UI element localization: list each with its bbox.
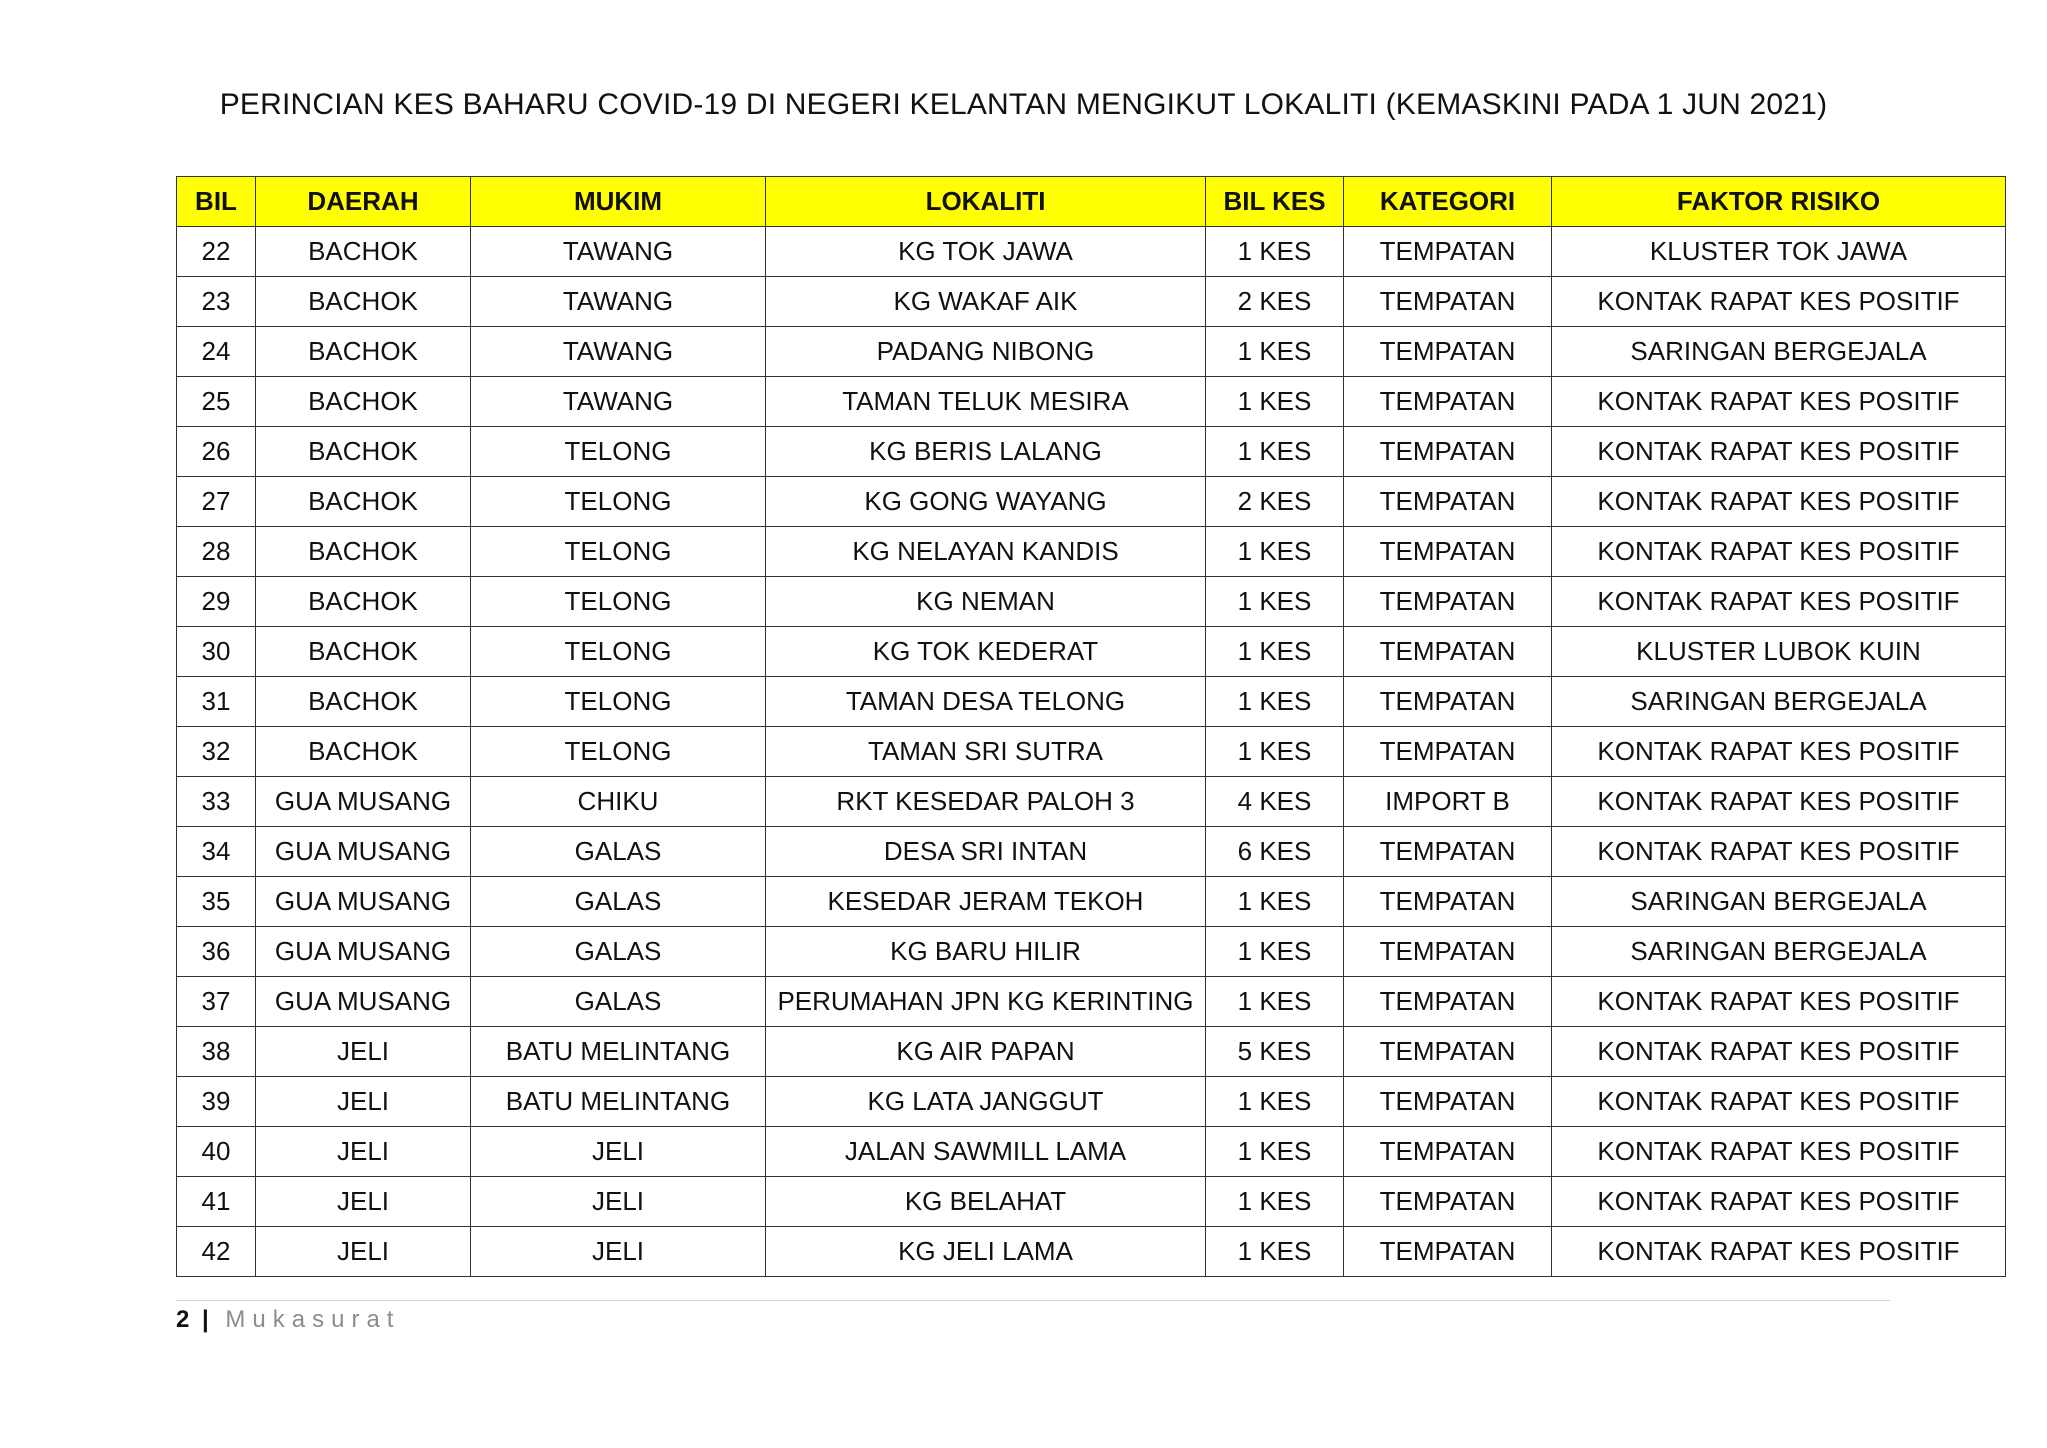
cell-kategori: TEMPATAN: [1344, 927, 1552, 977]
cell-bil: 24: [177, 327, 256, 377]
cell-faktor-risiko: SARINGAN BERGEJALA: [1552, 327, 2006, 377]
cell-lokaliti: KG LATA JANGGUT: [766, 1077, 1206, 1127]
cell-bil: 40: [177, 1127, 256, 1177]
cell-bil-kes: 1 KES: [1206, 977, 1344, 1027]
cell-faktor-risiko: KONTAK RAPAT KES POSITIF: [1552, 377, 2006, 427]
cell-bil-kes: 6 KES: [1206, 827, 1344, 877]
cell-bil: 31: [177, 677, 256, 727]
cell-bil: 27: [177, 477, 256, 527]
cell-mukim: TAWANG: [471, 377, 766, 427]
cell-mukim: TAWANG: [471, 277, 766, 327]
cell-mukim: JELI: [471, 1227, 766, 1277]
cell-daerah: GUA MUSANG: [256, 777, 471, 827]
page-footer: [176, 1306, 400, 1334]
cell-bil: 34: [177, 827, 256, 877]
cell-lokaliti: KG BELAHAT: [766, 1177, 1206, 1227]
table-row: [177, 927, 2006, 977]
cell-bil: 32: [177, 727, 256, 777]
cell-kategori: TEMPATAN: [1344, 477, 1552, 527]
cell-bil-kes: 4 KES: [1206, 777, 1344, 827]
cell-faktor-risiko: SARINGAN BERGEJALA: [1552, 927, 2006, 977]
cell-bil-kes: 1 KES: [1206, 1177, 1344, 1227]
cell-kategori: TEMPATAN: [1344, 527, 1552, 577]
cell-bil-kes: 1 KES: [1206, 677, 1344, 727]
cell-lokaliti: KG TOK JAWA: [766, 227, 1206, 277]
header-bil-kes: BIL KES: [1206, 177, 1344, 227]
cell-bil-kes: 1 KES: [1206, 327, 1344, 377]
cell-bil: 39: [177, 1077, 256, 1127]
cell-daerah: JELI: [256, 1227, 471, 1277]
cell-lokaliti: KG NEMAN: [766, 577, 1206, 627]
cell-bil: 25: [177, 377, 256, 427]
cell-bil: 33: [177, 777, 256, 827]
cell-bil-kes: 1 KES: [1206, 377, 1344, 427]
cell-bil: 26: [177, 427, 256, 477]
cell-mukim: TAWANG: [471, 327, 766, 377]
cell-mukim: TELONG: [471, 427, 766, 477]
cell-kategori: TEMPATAN: [1344, 327, 1552, 377]
cell-mukim: TAWANG: [471, 227, 766, 277]
cell-mukim: TELONG: [471, 677, 766, 727]
cell-faktor-risiko: KONTAK RAPAT KES POSITIF: [1552, 727, 2006, 777]
cell-bil: 37: [177, 977, 256, 1027]
cell-daerah: BACHOK: [256, 527, 471, 577]
cell-faktor-risiko: KLUSTER LUBOK KUIN: [1552, 627, 2006, 677]
cell-kategori: TEMPATAN: [1344, 827, 1552, 877]
cell-bil-kes: 1 KES: [1206, 1077, 1344, 1127]
cell-bil-kes: 1 KES: [1206, 1227, 1344, 1277]
cell-daerah: GUA MUSANG: [256, 977, 471, 1027]
cell-bil-kes: 1 KES: [1206, 227, 1344, 277]
table-row: [177, 227, 2006, 277]
cell-faktor-risiko: KONTAK RAPAT KES POSITIF: [1552, 577, 2006, 627]
cell-faktor-risiko: KONTAK RAPAT KES POSITIF: [1552, 527, 2006, 577]
table-row: [177, 277, 2006, 327]
cell-bil-kes: 2 KES: [1206, 477, 1344, 527]
cell-daerah: GUA MUSANG: [256, 827, 471, 877]
cell-kategori: TEMPATAN: [1344, 1177, 1552, 1227]
header-row: [177, 177, 2006, 227]
cell-lokaliti: KG TOK KEDERAT: [766, 627, 1206, 677]
table-row: [177, 327, 2006, 377]
footer-label: Mukasurat: [225, 1306, 401, 1333]
cell-bil: 30: [177, 627, 256, 677]
cell-lokaliti: KG GONG WAYANG: [766, 477, 1206, 527]
cell-daerah: BACHOK: [256, 327, 471, 377]
table-row: [177, 977, 2006, 1027]
cell-lokaliti: JALAN SAWMILL LAMA: [766, 1127, 1206, 1177]
header-lokaliti: LOKALITI: [766, 177, 1206, 227]
table-row: [177, 527, 2006, 577]
cell-mukim: TELONG: [471, 577, 766, 627]
cell-bil: 23: [177, 277, 256, 327]
cell-lokaliti: RKT KESEDAR PALOH 3: [766, 777, 1206, 827]
table-row: [177, 377, 2006, 427]
cell-bil-kes: 1 KES: [1206, 627, 1344, 677]
cell-kategori: TEMPATAN: [1344, 277, 1552, 327]
cell-kategori: TEMPATAN: [1344, 1027, 1552, 1077]
cell-faktor-risiko: KONTAK RAPAT KES POSITIF: [1552, 1077, 2006, 1127]
cell-lokaliti: KG WAKAF AIK: [766, 277, 1206, 327]
cell-bil-kes: 1 KES: [1206, 427, 1344, 477]
cell-kategori: TEMPATAN: [1344, 627, 1552, 677]
table-row: [177, 877, 2006, 927]
footer-divider: [176, 1300, 1890, 1301]
cell-faktor-risiko: KONTAK RAPAT KES POSITIF: [1552, 1127, 2006, 1177]
cell-faktor-risiko: KONTAK RAPAT KES POSITIF: [1552, 827, 2006, 877]
cell-faktor-risiko: SARINGAN BERGEJALA: [1552, 677, 2006, 727]
table-row: [177, 427, 2006, 477]
cell-bil: 29: [177, 577, 256, 627]
cell-faktor-risiko: SARINGAN BERGEJALA: [1552, 877, 2006, 927]
cell-mukim: GALAS: [471, 877, 766, 927]
table-row: [177, 1027, 2006, 1077]
cell-daerah: GUA MUSANG: [256, 927, 471, 977]
cell-bil-kes: 1 KES: [1206, 527, 1344, 577]
cell-mukim: GALAS: [471, 977, 766, 1027]
cell-kategori: TEMPATAN: [1344, 1127, 1552, 1177]
cell-lokaliti: TAMAN SRI SUTRA: [766, 727, 1206, 777]
cell-lokaliti: KG BARU HILIR: [766, 927, 1206, 977]
cell-lokaliti: TAMAN DESA TELONG: [766, 677, 1206, 727]
table-row: [177, 1077, 2006, 1127]
cell-faktor-risiko: KONTAK RAPAT KES POSITIF: [1552, 777, 2006, 827]
cell-mukim: TELONG: [471, 727, 766, 777]
page-number: 2: [176, 1306, 190, 1333]
cell-daerah: BACHOK: [256, 377, 471, 427]
cell-faktor-risiko: KLUSTER TOK JAWA: [1552, 227, 2006, 277]
cell-mukim: CHIKU: [471, 777, 766, 827]
cell-kategori: TEMPATAN: [1344, 1077, 1552, 1127]
header-bil: BIL: [177, 177, 256, 227]
header-kategori: KATEGORI: [1344, 177, 1552, 227]
cell-bil-kes: 1 KES: [1206, 1127, 1344, 1177]
cell-lokaliti: KG AIR PAPAN: [766, 1027, 1206, 1077]
cell-mukim: TELONG: [471, 477, 766, 527]
cell-daerah: JELI: [256, 1077, 471, 1127]
table-body: [177, 227, 2006, 1277]
cell-bil: 22: [177, 227, 256, 277]
cell-mukim: GALAS: [471, 927, 766, 977]
cell-bil: 35: [177, 877, 256, 927]
cell-lokaliti: KG JELI LAMA: [766, 1227, 1206, 1277]
cell-bil-kes: 1 KES: [1206, 927, 1344, 977]
cell-lokaliti: DESA SRI INTAN: [766, 827, 1206, 877]
cell-faktor-risiko: KONTAK RAPAT KES POSITIF: [1552, 427, 2006, 477]
cell-kategori: TEMPATAN: [1344, 577, 1552, 627]
cell-faktor-risiko: KONTAK RAPAT KES POSITIF: [1552, 977, 2006, 1027]
case-table: [176, 176, 2006, 1277]
cell-mukim: JELI: [471, 1127, 766, 1177]
cell-faktor-risiko: KONTAK RAPAT KES POSITIF: [1552, 477, 2006, 527]
table-row: [177, 577, 2006, 627]
cell-kategori: TEMPATAN: [1344, 727, 1552, 777]
cell-daerah: BACHOK: [256, 677, 471, 727]
cell-faktor-risiko: KONTAK RAPAT KES POSITIF: [1552, 277, 2006, 327]
cell-lokaliti: KG BERIS LALANG: [766, 427, 1206, 477]
cell-kategori: TEMPATAN: [1344, 377, 1552, 427]
cell-daerah: JELI: [256, 1127, 471, 1177]
table-row: [177, 627, 2006, 677]
cell-mukim: BATU MELINTANG: [471, 1027, 766, 1077]
cell-daerah: BACHOK: [256, 227, 471, 277]
footer-separator: |: [202, 1306, 209, 1333]
table-row: [177, 1127, 2006, 1177]
header-faktor-risiko: FAKTOR RISIKO: [1552, 177, 2006, 227]
table-row: [177, 827, 2006, 877]
table-row: [177, 777, 2006, 827]
cell-bil: 36: [177, 927, 256, 977]
cell-daerah: BACHOK: [256, 277, 471, 327]
cell-daerah: BACHOK: [256, 627, 471, 677]
cell-kategori: IMPORT B: [1344, 777, 1552, 827]
cell-mukim: BATU MELINTANG: [471, 1077, 766, 1127]
header-mukim: MUKIM: [471, 177, 766, 227]
cell-bil-kes: 2 KES: [1206, 277, 1344, 327]
cell-kategori: TEMPATAN: [1344, 977, 1552, 1027]
cell-bil-kes: 1 KES: [1206, 577, 1344, 627]
cell-kategori: TEMPATAN: [1344, 877, 1552, 927]
cell-lokaliti: TAMAN TELUK MESIRA: [766, 377, 1206, 427]
cell-bil: 38: [177, 1027, 256, 1077]
cell-faktor-risiko: KONTAK RAPAT KES POSITIF: [1552, 1027, 2006, 1077]
cell-bil: 42: [177, 1227, 256, 1277]
table-header: [177, 177, 2006, 227]
cell-bil: 41: [177, 1177, 256, 1227]
cell-daerah: JELI: [256, 1027, 471, 1077]
cell-kategori: TEMPATAN: [1344, 1227, 1552, 1277]
cell-daerah: BACHOK: [256, 577, 471, 627]
cell-mukim: GALAS: [471, 827, 766, 877]
cell-faktor-risiko: KONTAK RAPAT KES POSITIF: [1552, 1177, 2006, 1227]
cell-lokaliti: KESEDAR JERAM TEKOH: [766, 877, 1206, 927]
cell-faktor-risiko: KONTAK RAPAT KES POSITIF: [1552, 1227, 2006, 1277]
cell-bil-kes: 1 KES: [1206, 727, 1344, 777]
cell-daerah: JELI: [256, 1177, 471, 1227]
cell-lokaliti: PADANG NIBONG: [766, 327, 1206, 377]
cell-daerah: BACHOK: [256, 427, 471, 477]
cell-mukim: TELONG: [471, 527, 766, 577]
table-row: [177, 677, 2006, 727]
cell-daerah: GUA MUSANG: [256, 877, 471, 927]
cell-bil-kes: 5 KES: [1206, 1027, 1344, 1077]
document-title: PERINCIAN KES BAHARU COVID-19 DI NEGERI KELANTAN MENGIKUT LOKALITI (KEMASKINI PADA 1 JUN 2021): [219, 88, 1828, 121]
cell-bil-kes: 1 KES: [1206, 877, 1344, 927]
table-row: [177, 477, 2006, 527]
cell-lokaliti: PERUMAHAN JPN KG KERINTING: [766, 977, 1206, 1027]
cell-bil: 28: [177, 527, 256, 577]
cell-lokaliti: KG NELAYAN KANDIS: [766, 527, 1206, 577]
cell-mukim: TELONG: [471, 627, 766, 677]
cell-kategori: TEMPATAN: [1344, 427, 1552, 477]
cell-kategori: TEMPATAN: [1344, 227, 1552, 277]
table-row: [177, 1227, 2006, 1277]
table-row: [177, 727, 2006, 777]
cell-daerah: BACHOK: [256, 477, 471, 527]
header-daerah: DAERAH: [256, 177, 471, 227]
cell-daerah: BACHOK: [256, 727, 471, 777]
table-row: [177, 1177, 2006, 1227]
cell-mukim: JELI: [471, 1177, 766, 1227]
cell-kategori: TEMPATAN: [1344, 677, 1552, 727]
